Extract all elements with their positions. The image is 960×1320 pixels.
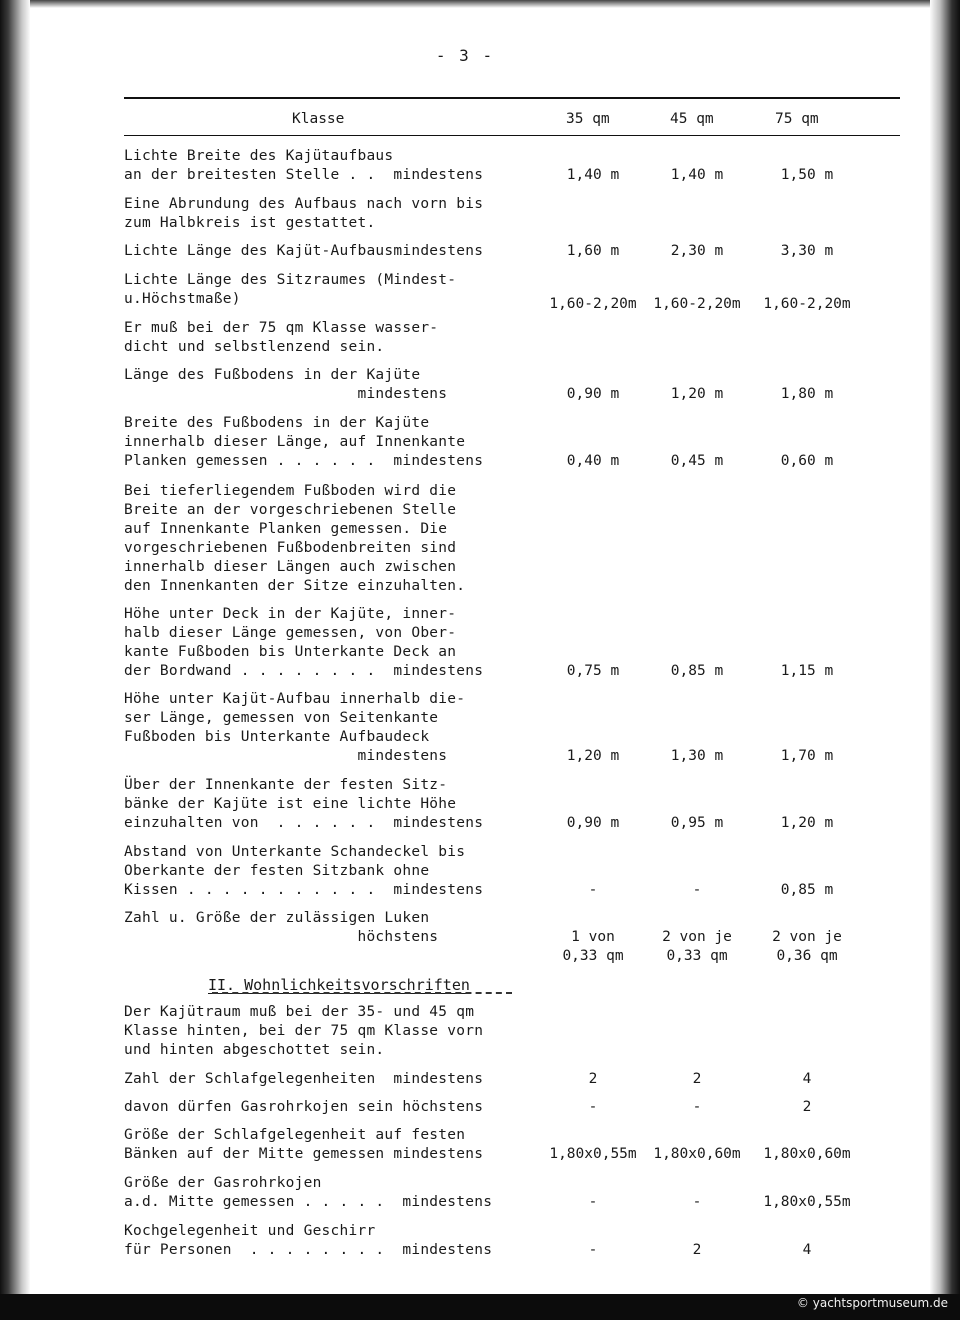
page-number: - 3 - [435,46,495,65]
header-75qm: 75 qm [775,111,819,127]
row-value-75qm: 0,60 m [780,453,834,469]
row-label: Breite des Fußbodens in der Kajüte innerhalb dieser Länge, auf Innenkante Planken gemessen . . . . . . mindestens [124,415,484,469]
row-value-75qm: 1,60-2,20m [763,296,851,312]
row-label: Länge des Fußbodens in der Kajüte mindestens [124,367,448,402]
row-value-45qm: 0,85 m [670,663,724,679]
row-label: Höhe unter Kajüt-Aufbau innerhalb die- ser Länge, gemessen von Seitenkante Fußboden bis Unterkante Aufbaudeck mindestens [124,691,466,764]
row-value-35qm: 1,80x0,55m [549,1146,637,1162]
table-header-rule [124,135,900,136]
row-value-45qm: 1,60-2,20m [653,296,741,312]
row-value-35qm: - [588,1099,598,1115]
row-label: Bei tieferliegendem Fußboden wird die Breite an der vorgeschriebenen Stelle auf Innenkante Planken gemessen. Die vorgeschriebenen Fußbodenbreiten sind innerhalb dieser Längen auch zwischen den Innenkanten der Sitze einzuhalten. [124,483,466,594]
row-label: Der Kajütraum muß bei der 35- und 45 qm Klasse hinten, bei der 75 qm Klasse vorn und hinten abgeschottet sein. [124,1004,484,1058]
row-value-45qm: 2 [692,1242,702,1258]
row-value-35qm: - [588,882,598,898]
row-value-35qm: 2 [588,1071,598,1087]
row-label: Eine Abrundung des Aufbaus nach vorn bis zum Halbkreis ist gestattet. [124,196,484,231]
row-label: davon dürfen Gasrohrkojen sein höchstens [124,1099,484,1115]
row-value-45qm: 1,30 m [670,748,724,764]
row-value-35qm: 1,40 m [566,167,620,183]
row-value-75qm: 0,85 m [780,882,834,898]
row-label: Lichte Länge des Kajüt-Aufbausmindestens [124,243,484,259]
scan-edge-shadow [930,0,960,1320]
row-label: Er muß bei der 75 qm Klasse wasser- dicht und selbstlenzend sein. [124,320,439,355]
row-value-45qm: 1,20 m [670,386,724,402]
header-klasse: Klasse [292,111,345,127]
row-value-35qm: 0,90 m [566,386,620,402]
row-value-45qm: - [692,1099,702,1115]
row-value-45qm: - [692,1194,702,1210]
row-value-75qm: 1,80x0,55m [763,1194,851,1210]
row-label: Lichte Länge des Sitzraumes (Mindest- u.Höchstmaße) [124,272,457,307]
row-label: Zahl u. Größe der zulässigen Luken höchstens [124,910,439,945]
row-label: Zahl der Schlafgelegenheiten mindestens [124,1071,484,1087]
row-value-35qm: 0,90 m [566,815,620,831]
row-value-35qm: 1 von 0,33 qm [562,929,624,964]
row-value-35qm: 1,60-2,20m [549,296,637,312]
row-value-75qm: 1,80 m [780,386,834,402]
row-value-35qm: - [588,1242,598,1258]
table-top-rule [124,97,900,99]
row-value-45qm: 2 [692,1071,702,1087]
row-value-75qm: 3,30 m [780,243,834,259]
row-value-75qm: 2 [802,1099,812,1115]
row-label: Über der Innenkante der festen Sitz- bänke der Kajüte ist eine lichte Höhe einzuhalten von . . . . . . mindestens [124,777,484,831]
watermark: © yachtsportmuseum.de [796,1296,948,1310]
row-label: Abstand von Unterkante Schandeckel bis Oberkante der festen Sitzbank ohne Kissen . . . . . . . . . . . mindestens [124,844,484,898]
row-value-45qm: 1,80x0,60m [653,1146,741,1162]
row-value-45qm: 2,30 m [670,243,724,259]
row-value-45qm: 0,45 m [670,453,724,469]
header-35qm: 35 qm [566,111,610,127]
row-value-75qm: 4 [802,1242,812,1258]
row-value-35qm: 0,40 m [566,453,620,469]
scan-binding-shadow [0,0,30,1320]
row-value-75qm: 2 von je 0,36 qm [772,929,842,964]
row-label: Kochgelegenheit und Geschirr für Personen . . . . . . . . mindestens [124,1223,493,1258]
row-label: Größe der Schlafgelegenheit auf festen Bänken auf der Mitte gemessen mindestens [124,1127,484,1162]
row-value-45qm: 2 von je 0,33 qm [662,929,732,964]
row-label: Höhe unter Deck in der Kajüte, inner- halb dieser Länge gemessen, von Ober- kante Fußboden bis Unterkante Deck an der Bordwand . . . . . . . . mindestens [124,606,484,679]
row-value-45qm: 1,40 m [670,167,724,183]
row-value-35qm: 1,60 m [566,243,620,259]
row-label: Größe der Gasrohrkojen a.d. Mitte gemessen . . . . . mindestens [124,1175,493,1210]
row-value-75qm: 1,70 m [780,748,834,764]
row-value-45qm: 0,95 m [670,815,724,831]
row-value-75qm: 4 [802,1071,812,1087]
row-value-75qm: 1,20 m [780,815,834,831]
row-value-45qm: - [692,882,702,898]
section-title-underline [212,992,512,994]
row-value-35qm: - [588,1194,598,1210]
section-title: II. Wohnlichkeitsvorschriften [208,976,470,994]
row-label: Lichte Breite des Kajütaufbaus an der breitesten Stelle . . mindestens [124,148,484,183]
row-value-75qm: 1,50 m [780,167,834,183]
row-value-75qm: 1,80x0,60m [763,1146,851,1162]
row-value-35qm: 1,20 m [566,748,620,764]
row-value-75qm: 1,15 m [780,663,834,679]
header-45qm: 45 qm [670,111,714,127]
row-value-35qm: 0,75 m [566,663,620,679]
page-top-edge [0,0,960,8]
